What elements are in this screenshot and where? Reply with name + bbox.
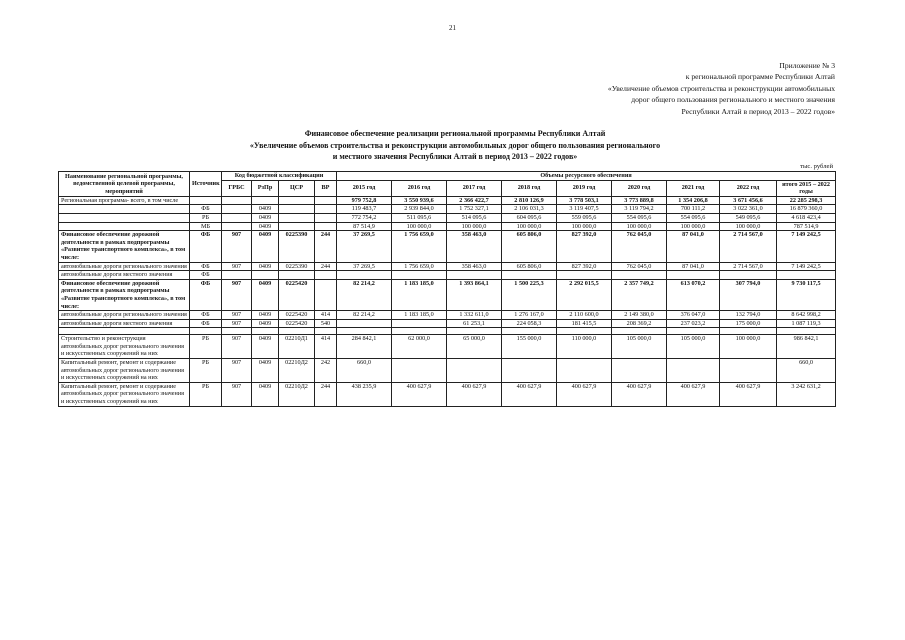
row-grbs: 907 [222, 335, 252, 359]
row-year-value: 87 041,0 [667, 231, 720, 262]
table-body [59, 196, 836, 406]
row-year-value: 400 627,9 [502, 382, 557, 406]
row-name: автомобильные дороги местного значения [59, 271, 190, 280]
row-year-value [337, 271, 392, 280]
row-year-value: 2 939 844,0 [392, 205, 447, 214]
row-grbs [222, 213, 252, 222]
row-rzpr: 0409 [252, 319, 279, 328]
row-year-value: 762 045,0 [612, 262, 667, 271]
row-year-value: 105 000,0 [667, 335, 720, 359]
row-year-value: 37 269,5 [337, 231, 392, 262]
row-year-value [392, 359, 447, 383]
row-vr: 242 [315, 359, 337, 383]
row-year-value: 827 392,0 [557, 262, 612, 271]
row-year-value: 604 095,6 [502, 213, 557, 222]
row-year-value: 2 714 567,0 [720, 262, 777, 271]
table-row [59, 311, 836, 320]
row-year-value: 82 214,2 [337, 311, 392, 320]
row-rzpr: 0409 [252, 213, 279, 222]
appendix-line: дорог общего пользования регионального и местного значения [631, 95, 835, 105]
row-vr: 244 [315, 262, 337, 271]
appendix-line: Республики Алтай в период 2013 – 2022 годов» [681, 106, 835, 116]
row-name: Финансовое обеспечение дорожной деятельности в рамках подпрограммы «Развитие транспортного комплекса», в том числе: [59, 231, 190, 262]
appendix-note [608, 60, 835, 117]
table-row [59, 271, 836, 280]
row-year-value [720, 359, 777, 383]
row-csr: 0225390 [279, 231, 315, 262]
empty-cell [447, 328, 502, 335]
row-rzpr: 0409 [252, 279, 279, 310]
table-row [59, 231, 836, 262]
row-name: Региональная программа- всего, в том числе [59, 196, 190, 205]
title-line: Финансовое обеспечение реализации региональной программы Республики Алтай [304, 129, 606, 138]
row-total-value: 9 730 117,5 [777, 279, 836, 310]
financing-table [58, 171, 836, 407]
row-total-value: 787 514,9 [777, 222, 836, 231]
row-year-value: 100 000,0 [667, 222, 720, 231]
row-grbs: 907 [222, 279, 252, 310]
row-year-value: 1 500 225,3 [502, 279, 557, 310]
row-year-value: 284 842,1 [337, 335, 392, 359]
row-total-value: 986 842,1 [777, 335, 836, 359]
row-year-value: 3 778 503,1 [557, 196, 612, 205]
row-year-value: 605 806,0 [502, 262, 557, 271]
row-source: ФБ [190, 262, 222, 271]
row-year-value: 400 627,9 [557, 382, 612, 406]
table-row [59, 335, 836, 359]
empty-cell [252, 328, 279, 335]
row-csr: 02210Д2 [279, 382, 315, 406]
row-year-value: 100 000,0 [392, 222, 447, 231]
row-year-value: 762 045,0 [612, 231, 667, 262]
empty-cell [667, 328, 720, 335]
row-rzpr [252, 196, 279, 205]
row-year-value: 1 752 327,1 [447, 205, 502, 214]
row-year-value: 827 392,0 [557, 231, 612, 262]
row-year-value: 554 095,6 [612, 213, 667, 222]
row-rzpr: 0409 [252, 311, 279, 320]
table-row [59, 213, 836, 222]
row-year-value: 400 627,9 [612, 382, 667, 406]
row-grbs: 907 [222, 231, 252, 262]
row-year-value: 175 000,0 [720, 319, 777, 328]
row-year-value: 613 070,2 [667, 279, 720, 310]
row-year-value: 37 269,5 [337, 262, 392, 271]
row-year-value: 87 514,9 [337, 222, 392, 231]
row-total-value: 3 242 631,2 [777, 382, 836, 406]
empty-cell [720, 328, 777, 335]
header-year: 2016 год [392, 180, 447, 196]
header-year: 2015 год [337, 180, 392, 196]
table-row [59, 279, 836, 310]
title-line: «Увеличение объемов строительства и реконструкции автомобильных дорог общего пользования регионального [249, 140, 661, 150]
document-title [150, 128, 760, 163]
row-year-value: 559 095,6 [557, 213, 612, 222]
row-year-value: 1 756 659,0 [392, 262, 447, 271]
row-vr [315, 271, 337, 280]
row-source: РБ [190, 359, 222, 383]
title-line: и местного значения Республики Алтай в период 2013 – 2022 годов» [332, 152, 578, 161]
row-source: МБ [190, 222, 222, 231]
row-source: ФБ [190, 205, 222, 214]
row-csr [279, 213, 315, 222]
row-year-value: 2 714 567,0 [720, 231, 777, 262]
row-vr [315, 222, 337, 231]
row-year-value: 65 000,0 [447, 335, 502, 359]
row-year-value: 514 095,6 [447, 213, 502, 222]
row-rzpr: 0409 [252, 231, 279, 262]
units-label: тыс. рублей [800, 163, 833, 170]
row-year-value: 100 000,0 [720, 335, 777, 359]
row-year-value [612, 271, 667, 280]
row-year-value: 3 022 361,0 [720, 205, 777, 214]
row-csr [279, 196, 315, 205]
row-total-value: 4 618 423,4 [777, 213, 836, 222]
row-year-value: 100 000,0 [557, 222, 612, 231]
row-name: автомобильные дороги местного значения [59, 319, 190, 328]
row-total-value: 1 087 119,3 [777, 319, 836, 328]
row-year-value: 1 276 167,0 [502, 311, 557, 320]
row-rzpr: 0409 [252, 359, 279, 383]
row-year-value [667, 359, 720, 383]
row-year-value: 400 627,9 [720, 382, 777, 406]
row-vr [315, 213, 337, 222]
row-year-value: 400 627,9 [392, 382, 447, 406]
row-year-value [720, 271, 777, 280]
row-name [59, 205, 190, 214]
row-source [190, 196, 222, 205]
row-year-value: 100 000,0 [502, 222, 557, 231]
row-year-value: 87 041,0 [667, 262, 720, 271]
row-source: РБ [190, 335, 222, 359]
row-source: ФБ [190, 271, 222, 280]
row-name: Капитальный ремонт, ремонт и содержание автомобильных дорог регионального значения и искусственных сооружений на них [59, 359, 190, 383]
row-year-value: 2 149 380,0 [612, 311, 667, 320]
row-rzpr: 0409 [252, 262, 279, 271]
row-source: ФБ [190, 319, 222, 328]
row-year-value: 400 627,9 [667, 382, 720, 406]
header-source: Источник [190, 172, 222, 197]
row-source: РБ [190, 213, 222, 222]
row-year-value [447, 271, 502, 280]
row-csr [279, 205, 315, 214]
row-year-value: 237 023,2 [667, 319, 720, 328]
row-vr: 244 [315, 231, 337, 262]
row-csr: 02210Д1 [279, 335, 315, 359]
row-grbs [222, 205, 252, 214]
empty-cell [557, 328, 612, 335]
header-code-group: Код бюджетной классификации [222, 172, 337, 181]
row-csr [279, 222, 315, 231]
appendix-line: к региональной программе Республики Алтай [685, 72, 835, 82]
row-year-value: 1 183 185,0 [392, 311, 447, 320]
row-source: ФБ [190, 311, 222, 320]
row-rzpr: 0409 [252, 335, 279, 359]
row-grbs: 907 [222, 382, 252, 406]
row-year-value: 100 000,0 [447, 222, 502, 231]
row-total-value: 8 642 998,2 [777, 311, 836, 320]
row-total-value: 660,0 [777, 359, 836, 383]
header-grbs: ГРБС [222, 180, 252, 196]
row-total-value: 22 285 298,3 [777, 196, 836, 205]
row-source: ФБ [190, 279, 222, 310]
row-year-value [502, 359, 557, 383]
row-year-value: 105 000,0 [612, 335, 667, 359]
row-name [59, 213, 190, 222]
empty-cell [59, 328, 190, 335]
row-year-value: 181 415,5 [557, 319, 612, 328]
appendix-line: Приложение № 3 [779, 61, 835, 70]
row-grbs [222, 196, 252, 205]
row-year-value: 1 332 611,0 [447, 311, 502, 320]
row-source: РБ [190, 382, 222, 406]
row-year-value: 62 000,0 [392, 335, 447, 359]
header-vr: ВР [315, 180, 337, 196]
empty-cell [612, 328, 667, 335]
empty-cell [337, 328, 392, 335]
row-total-value: 7 149 242,5 [777, 262, 836, 271]
row-name [59, 222, 190, 231]
header-rzpr: РзПр [252, 180, 279, 196]
row-rzpr: 0409 [252, 382, 279, 406]
row-year-value [337, 319, 392, 328]
row-total-value: 7 149 242,5 [777, 231, 836, 262]
empty-cell [222, 328, 252, 335]
row-year-value: 3 119 794,2 [612, 205, 667, 214]
page-number: 21 [449, 24, 456, 32]
row-grbs: 907 [222, 262, 252, 271]
row-year-value: 100 000,0 [612, 222, 667, 231]
row-year-value: 100 000,0 [720, 222, 777, 231]
row-year-value: 2 106 031,3 [502, 205, 557, 214]
row-year-value [502, 271, 557, 280]
empty-cell [279, 328, 315, 335]
row-year-value: 61 253,1 [447, 319, 502, 328]
row-year-value: 605 806,0 [502, 231, 557, 262]
row-csr: 0225420 [279, 279, 315, 310]
row-year-value: 82 214,2 [337, 279, 392, 310]
row-vr: 414 [315, 335, 337, 359]
row-vr: 414 [315, 311, 337, 320]
row-year-value: 511 095,6 [392, 213, 447, 222]
row-rzpr [252, 271, 279, 280]
row-year-value: 3 773 889,8 [612, 196, 667, 205]
row-name: Строительство и реконструкция автомобильных дорог регионального значения и искусственных сооружений на них [59, 335, 190, 359]
row-vr: 540 [315, 319, 337, 328]
row-grbs [222, 222, 252, 231]
header-year: 2021 год [667, 180, 720, 196]
table-row [59, 319, 836, 328]
row-year-value [667, 271, 720, 280]
row-csr: 0225390 [279, 262, 315, 271]
row-source: ФБ [190, 231, 222, 262]
table-row [59, 205, 836, 214]
row-grbs [222, 271, 252, 280]
row-csr: 0225420 [279, 311, 315, 320]
header-name: Наименование региональной программы, ведомственной целевой программы, мероприятий [59, 172, 190, 197]
row-total-value: 16 879 360,0 [777, 205, 836, 214]
row-year-value [447, 359, 502, 383]
table-row [59, 328, 836, 335]
row-csr [279, 271, 315, 280]
row-grbs: 907 [222, 311, 252, 320]
row-year-value: 119 483,7 [337, 205, 392, 214]
row-name: автомобильные дороги регионального значения [59, 311, 190, 320]
row-year-value: 660,0 [337, 359, 392, 383]
row-year-value [612, 359, 667, 383]
table-row [59, 262, 836, 271]
row-year-value: 554 095,6 [667, 213, 720, 222]
empty-cell [190, 328, 222, 335]
row-year-value: 376 047,0 [667, 311, 720, 320]
row-year-value: 2 292 015,5 [557, 279, 612, 310]
header-year: 2018 год [502, 180, 557, 196]
row-year-value: 110 000,0 [557, 335, 612, 359]
row-vr [315, 196, 337, 205]
row-year-value: 2 110 600,0 [557, 311, 612, 320]
appendix-line: «Увеличение объемов строительства и реконструкции автомобильных [607, 83, 835, 93]
empty-cell [392, 328, 447, 335]
row-year-value: 132 794,0 [720, 311, 777, 320]
row-year-value [557, 359, 612, 383]
row-year-value: 3 671 456,6 [720, 196, 777, 205]
row-year-value [392, 319, 447, 328]
row-year-value: 2 366 422,7 [447, 196, 502, 205]
row-year-value: 208 369,2 [612, 319, 667, 328]
row-year-value: 1 183 185,0 [392, 279, 447, 310]
header-year: 2019 год [557, 180, 612, 196]
row-year-value: 438 235,9 [337, 382, 392, 406]
empty-cell [502, 328, 557, 335]
table-row [59, 222, 836, 231]
row-vr [315, 279, 337, 310]
table-row [59, 196, 836, 205]
row-csr: 02210Д2 [279, 359, 315, 383]
row-rzpr: 0409 [252, 205, 279, 214]
row-rzpr: 0409 [252, 222, 279, 231]
row-year-value: 400 627,9 [447, 382, 502, 406]
header-volume-group: Объемы ресурсного обеспечения [337, 172, 836, 181]
row-year-value: 155 000,0 [502, 335, 557, 359]
row-grbs: 907 [222, 319, 252, 328]
row-year-value [557, 271, 612, 280]
table-row [59, 382, 836, 406]
row-year-value: 3 550 939,6 [392, 196, 447, 205]
header-year: 2020 год [612, 180, 667, 196]
row-year-value: 224 058,3 [502, 319, 557, 328]
row-year-value: 1 756 659,0 [392, 231, 447, 262]
header-csr: ЦСР [279, 180, 315, 196]
table-row [59, 359, 836, 383]
row-grbs: 907 [222, 359, 252, 383]
row-year-value: 2 357 749,2 [612, 279, 667, 310]
row-vr [315, 205, 337, 214]
row-year-value [392, 271, 447, 280]
row-vr: 244 [315, 382, 337, 406]
row-year-value: 2 810 126,9 [502, 196, 557, 205]
row-name: Финансовое обеспечение дорожной деятельности в рамках подпрограммы «Развитие транспортного комплекса», в том числе: [59, 279, 190, 310]
row-year-value: 700 111,2 [667, 205, 720, 214]
row-year-value: 358 463,0 [447, 262, 502, 271]
row-year-value: 1 354 206,8 [667, 196, 720, 205]
empty-cell [315, 328, 337, 335]
row-year-value: 979 752,8 [337, 196, 392, 205]
row-year-value: 3 119 407,5 [557, 205, 612, 214]
row-year-value: 1 393 864,1 [447, 279, 502, 310]
row-total-value [777, 271, 836, 280]
row-csr: 0225420 [279, 319, 315, 328]
row-year-value: 549 095,6 [720, 213, 777, 222]
empty-cell [777, 328, 836, 335]
row-name: автомобильные дороги регионального значения [59, 262, 190, 271]
header-total: итого 2015 – 2022 годы [777, 180, 836, 196]
row-year-value: 307 794,0 [720, 279, 777, 310]
row-name: Капитальный ремонт, ремонт и содержание автомобильных дорог регионального значения и искусственных сооружений на них [59, 382, 190, 406]
row-year-value: 772 754,2 [337, 213, 392, 222]
row-year-value: 358 463,0 [447, 231, 502, 262]
header-year: 2022 год [720, 180, 777, 196]
header-year: 2017 год [447, 180, 502, 196]
